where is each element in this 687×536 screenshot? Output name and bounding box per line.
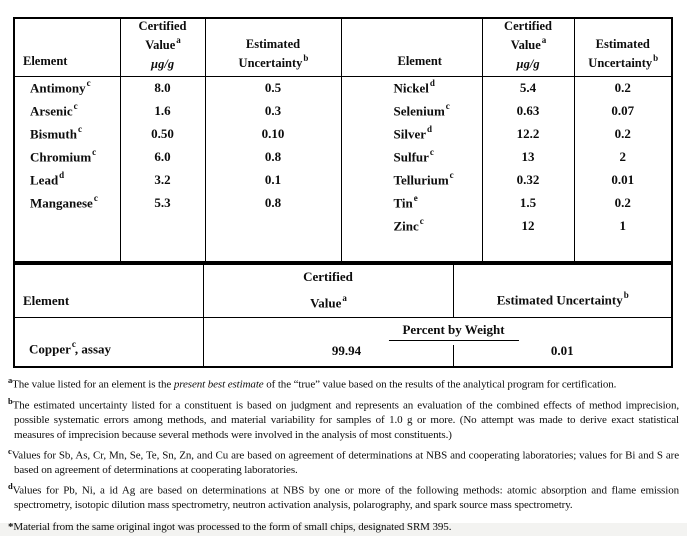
footnote-d: $^d$Values for Pb, Ni, a id Ag are based on determinations at NBS by one or more of the following methods: atomic absorption and flame emission spectrometry, isotopic dilution mass spectrometry, neutron activation analysis, polarography, and spark source mass spectrometry. <box>8 481 679 512</box>
uncertainty-cell: 1 <box>619 217 626 233</box>
assay-element-header: Element <box>14 264 203 317</box>
element-header-left: Element <box>14 18 120 76</box>
table-row <box>14 191 672 214</box>
element-cell: Chromium$^c$ <box>14 145 120 168</box>
table-row <box>14 168 672 191</box>
value-cell: 12.2 <box>482 122 574 145</box>
uncertainty-cell: 0.10 <box>205 122 341 145</box>
element-cell: Antimony$^c$ <box>14 76 120 99</box>
estimated-uncertainty-header-right: Estimated Uncertainty$^b$ <box>574 18 672 76</box>
uncertainty-cell: 0.1 <box>205 168 341 191</box>
value-cell: 1.6 <box>120 99 205 122</box>
estimated-uncertainty-header-left: Estimated Uncertainty$^b$ <box>205 18 341 76</box>
assay-values-cell <box>203 317 672 367</box>
footnote-a: $^a$The value listed for an element is the present best estimate of the “true” value based on the results of the analytical program for certification. <box>8 375 617 391</box>
copper-element-cell: Copper$^c$, assay <box>14 317 203 367</box>
footnotes <box>8 373 679 536</box>
assay-data-row <box>14 317 672 367</box>
uncertainty-cell: 0.2 <box>614 79 631 95</box>
value-cell: 1.5 <box>482 191 574 214</box>
element-cell: Tin$^e$ <box>341 191 482 214</box>
element-cell-empty <box>14 214 120 237</box>
table-row <box>14 76 672 99</box>
uncertainty-cell: 0.8 <box>205 145 341 168</box>
value-cell: 0.63 <box>482 99 574 122</box>
element-cell: Nickel$^d$ <box>341 76 482 99</box>
certified-value-header-right: Certified Value$^a$ µg/g <box>482 18 574 76</box>
table-row <box>14 145 672 168</box>
element-cell: Zinc$^c$ <box>341 214 482 237</box>
certified-values-table <box>13 17 673 263</box>
element-cell: Manganese$^c$ <box>14 191 120 214</box>
percent-by-weight-label: Percent by Weight <box>388 322 518 341</box>
uncertainty-cell: 0.2 <box>614 194 631 210</box>
element-cell: Selenium$^c$ <box>341 99 482 122</box>
footnote-c: $^c$Values for Sb, As, Cr, Mn, Se, Te, Sn, Zn, and Cu are based on agreement of determinations at NBS and cooperating laboratories; values for Bi and S are based on agreement of determinations at cooperating laboratories. <box>8 445 679 476</box>
footnote-b: $^b$The estimated uncertainty listed for a constituent is based on judgment and represents an evaluation of the combined effects of method imprecision, possible systematic errors among methods, and material variability for samples of 1.0 g or more. (No attempt was made to derive exact statistical measures of imprecision because several methods were involved in the analysis of most constituents.) <box>8 395 679 441</box>
header-row <box>14 18 672 76</box>
value-cell: 13 <box>482 145 574 168</box>
assay-header-row <box>14 264 672 317</box>
footnote-star: *Material from the same original ingot was processed to the form of small chips, designated SRM 395. <box>8 520 452 533</box>
uncertainty-cell-empty <box>205 214 341 237</box>
copper-assay-table <box>13 263 673 368</box>
value-cell: 0.32 <box>482 168 574 191</box>
table-row <box>14 214 672 237</box>
table-row <box>14 99 672 122</box>
element-cell: Silver$^d$ <box>341 122 482 145</box>
value-cell-empty <box>120 214 205 237</box>
value-cell: 12 <box>482 214 574 237</box>
element-cell: Lead$^d$ <box>14 168 120 191</box>
element-cell: Arsenic$^c$ <box>14 99 120 122</box>
value-cell: 0.50 <box>120 122 205 145</box>
unit-label-left: µg/g <box>150 56 175 71</box>
uncertainty-cell: 0.07 <box>611 102 635 118</box>
uncertainty-cell: 0.5 <box>205 76 341 99</box>
element-cell: Bismuth$^c$ <box>14 122 120 145</box>
table-row <box>14 122 672 145</box>
uncertainty-cell: 2 <box>619 148 626 164</box>
element-header-right: Element <box>341 18 482 76</box>
assay-uncertainty-header: Estimated Uncertainty$^b$ <box>453 264 672 317</box>
value-cell: 5.4 <box>482 76 574 99</box>
certified-value-header-left: Certified Value$^a$ µg/g <box>120 18 205 76</box>
value-cell: 8.0 <box>120 76 205 99</box>
assay-certified-header: Certified Value$^a$ <box>203 264 453 317</box>
uncertainty-cell: 0.3 <box>205 99 341 122</box>
uncertainty-cell: 0.01 <box>611 171 635 187</box>
unit-label-right: µg/g <box>516 56 540 71</box>
uncertainty-cell: 0.8 <box>205 191 341 214</box>
filler-row <box>14 237 672 262</box>
value-cell: 3.2 <box>120 168 205 191</box>
element-cell: Sulfur$^c$ <box>341 145 482 168</box>
copper-value-cell: 99.94 <box>331 343 362 358</box>
uncertainty-cell: 0.2 <box>614 125 631 141</box>
copper-uncertainty-cell: 0.01 <box>550 343 574 358</box>
value-cell: 5.3 <box>120 191 205 214</box>
value-cell: 6.0 <box>120 145 205 168</box>
element-cell: Tellurium$^c$ <box>341 168 482 191</box>
